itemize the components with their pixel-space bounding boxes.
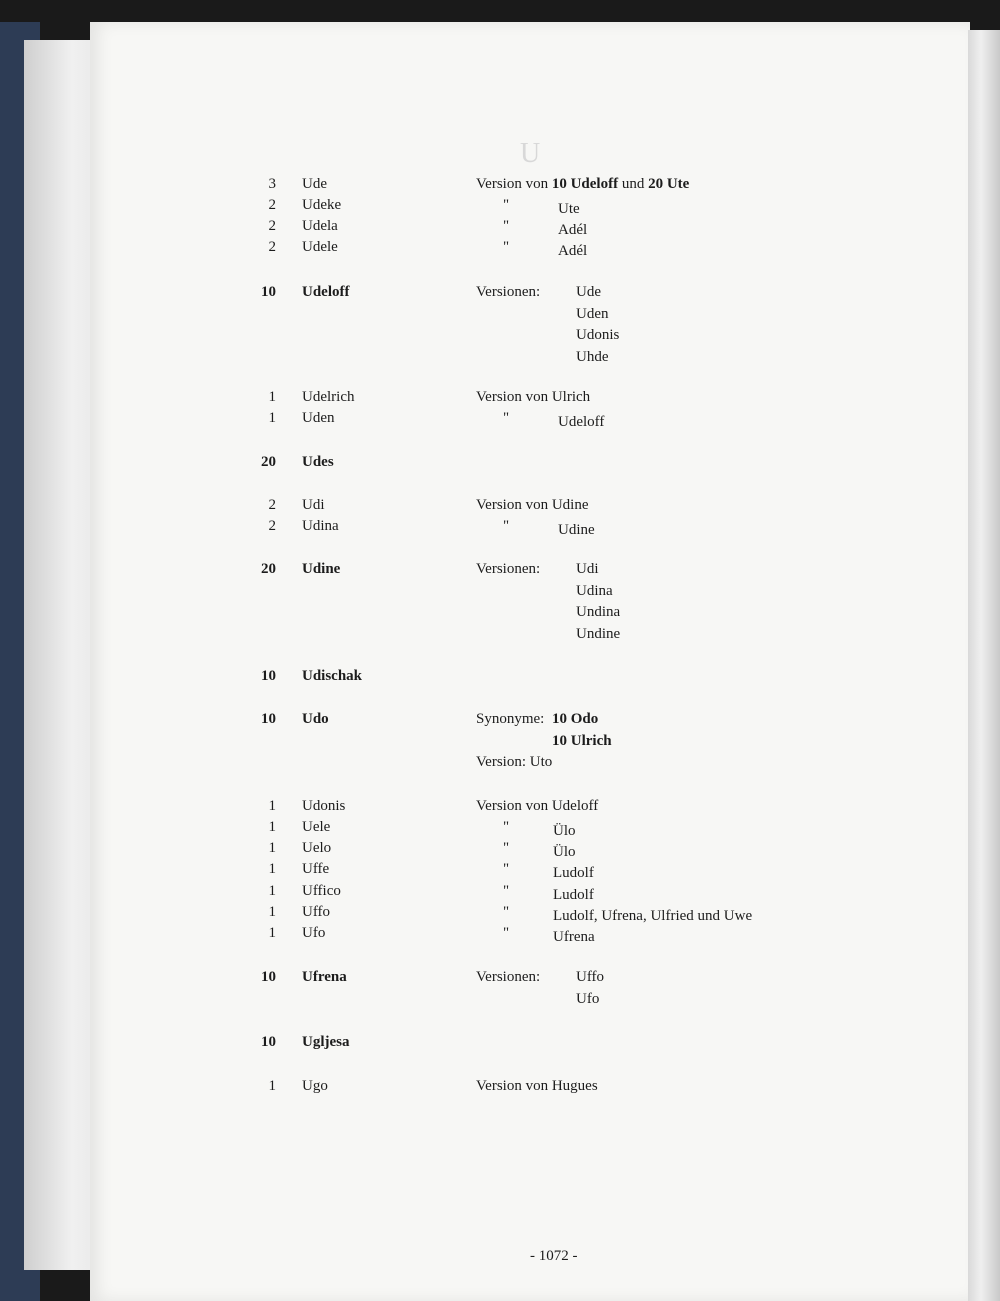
entry-name: Udi [302, 497, 325, 513]
ditto-mark: " [503, 904, 510, 920]
entry-name: Ude [302, 176, 327, 192]
ditto-value: Udeloff [558, 414, 605, 430]
entry-description: Version von Udine [476, 497, 589, 513]
entry-label: Versionen: [476, 561, 541, 577]
ditto-value: Adél [558, 222, 588, 238]
entry-name: Uelo [302, 840, 332, 856]
version-item: Udina [576, 582, 613, 599]
ditto-value: Ufrena [553, 929, 595, 945]
ditto-mark: " [503, 518, 510, 534]
entry-count: 10 [261, 668, 276, 684]
entry-label: Synonyme: [476, 711, 545, 727]
entry-count: 1 [268, 389, 276, 405]
entry-count: 3 [268, 176, 276, 192]
entry-description: Version von Udeloff [476, 798, 599, 814]
entry-name: Udelrich [302, 389, 355, 405]
ditto-value: Ludolf [553, 887, 594, 903]
ditto-value: Ludolf [553, 865, 594, 881]
entry-count: 20 [261, 561, 276, 577]
book-page [90, 22, 970, 1301]
entry-count: 20 [261, 454, 276, 470]
entry-description: Version von Hugues [476, 1078, 598, 1094]
ditto-mark: " [503, 410, 510, 426]
bleed-through-letter: U [520, 138, 541, 169]
entry-count: 2 [268, 518, 276, 534]
synonym-item: 10 Odo [552, 711, 599, 727]
entry-description: Version von Ulrich [476, 389, 591, 405]
entry-name: Udina [302, 518, 339, 534]
entry-count: 1 [268, 410, 276, 426]
entry-count: 1 [268, 861, 276, 877]
ditto-value: Udine [558, 522, 595, 538]
entry-name: Udes [302, 454, 334, 470]
entry-count: 1 [268, 925, 276, 941]
ditto-mark: " [503, 861, 510, 877]
ditto-mark: " [503, 925, 510, 941]
entry-name: Udo [302, 711, 329, 727]
ditto-mark: " [503, 883, 510, 899]
entry-count: 1 [268, 904, 276, 920]
ditto-value: Adél [558, 243, 588, 259]
entry-count: 1 [268, 883, 276, 899]
entry-name: Udischak [302, 668, 363, 684]
entry-name: Udeloff [302, 284, 350, 300]
entry-label: Versionen: [476, 969, 541, 985]
entry-name: Udeke [302, 197, 342, 213]
entry-count: 2 [268, 239, 276, 255]
ditto-value: Ülo [553, 823, 576, 839]
version-item: Uhde [576, 348, 609, 365]
version-item: Undine [576, 625, 621, 642]
entry-label: Versionen: [476, 284, 541, 300]
entry-count: 1 [268, 798, 276, 814]
entry-name: Udele [302, 239, 338, 255]
ditto-mark: " [503, 197, 510, 213]
version-item: Uden [576, 305, 609, 322]
version-item: Uffo [576, 969, 605, 985]
entry-name: Udela [302, 218, 338, 234]
version-line: Version: Uto [476, 754, 553, 770]
entry-name: Ufrena [302, 969, 347, 985]
entry-count: 2 [268, 197, 276, 213]
ditto-value: Ülo [553, 844, 576, 860]
entry-name: Udine [302, 561, 341, 577]
entry-count: 1 [268, 840, 276, 856]
ditto-mark: " [503, 840, 510, 856]
synonym-item: 10 Ulrich [552, 732, 612, 749]
ditto-mark: " [503, 218, 510, 234]
version-item: Udi [576, 561, 599, 577]
version-item: Undina [576, 604, 621, 620]
entry-name: Uele [302, 819, 331, 835]
entry-count: 2 [268, 497, 276, 513]
entry-count: 10 [261, 1034, 276, 1050]
entry-description: Version von 10 Udeloff und 20 Ute [476, 176, 690, 192]
ditto-mark: " [503, 819, 510, 835]
page-number: - 1072 - [530, 1248, 578, 1264]
entry-name: Uffico [302, 883, 341, 899]
ditto-value: Ludolf, Ufrena, Ulfried und Uwe [553, 908, 753, 924]
entry-name: Uffo [302, 904, 331, 920]
ditto-mark: " [503, 239, 510, 255]
entry-name: Ufo [302, 925, 326, 941]
ditto-value: Ute [558, 201, 580, 217]
page-stack-right [968, 30, 1000, 1301]
version-item: Ufo [576, 990, 600, 1007]
entry-count: 10 [261, 711, 276, 727]
entry-count: 10 [261, 284, 276, 300]
entry-name: Udonis [302, 798, 346, 814]
entry-count: 1 [268, 1078, 276, 1094]
version-item: Ude [576, 284, 601, 300]
entry-name: Ugo [302, 1078, 328, 1094]
version-item: Udonis [576, 327, 620, 343]
entry-count: 2 [268, 218, 276, 234]
entry-name: Uden [302, 410, 335, 426]
entry-count: 10 [261, 969, 276, 985]
entry-name: Ugljesa [302, 1034, 350, 1050]
entry-name: Uffe [302, 861, 330, 877]
entry-count: 1 [268, 819, 276, 835]
